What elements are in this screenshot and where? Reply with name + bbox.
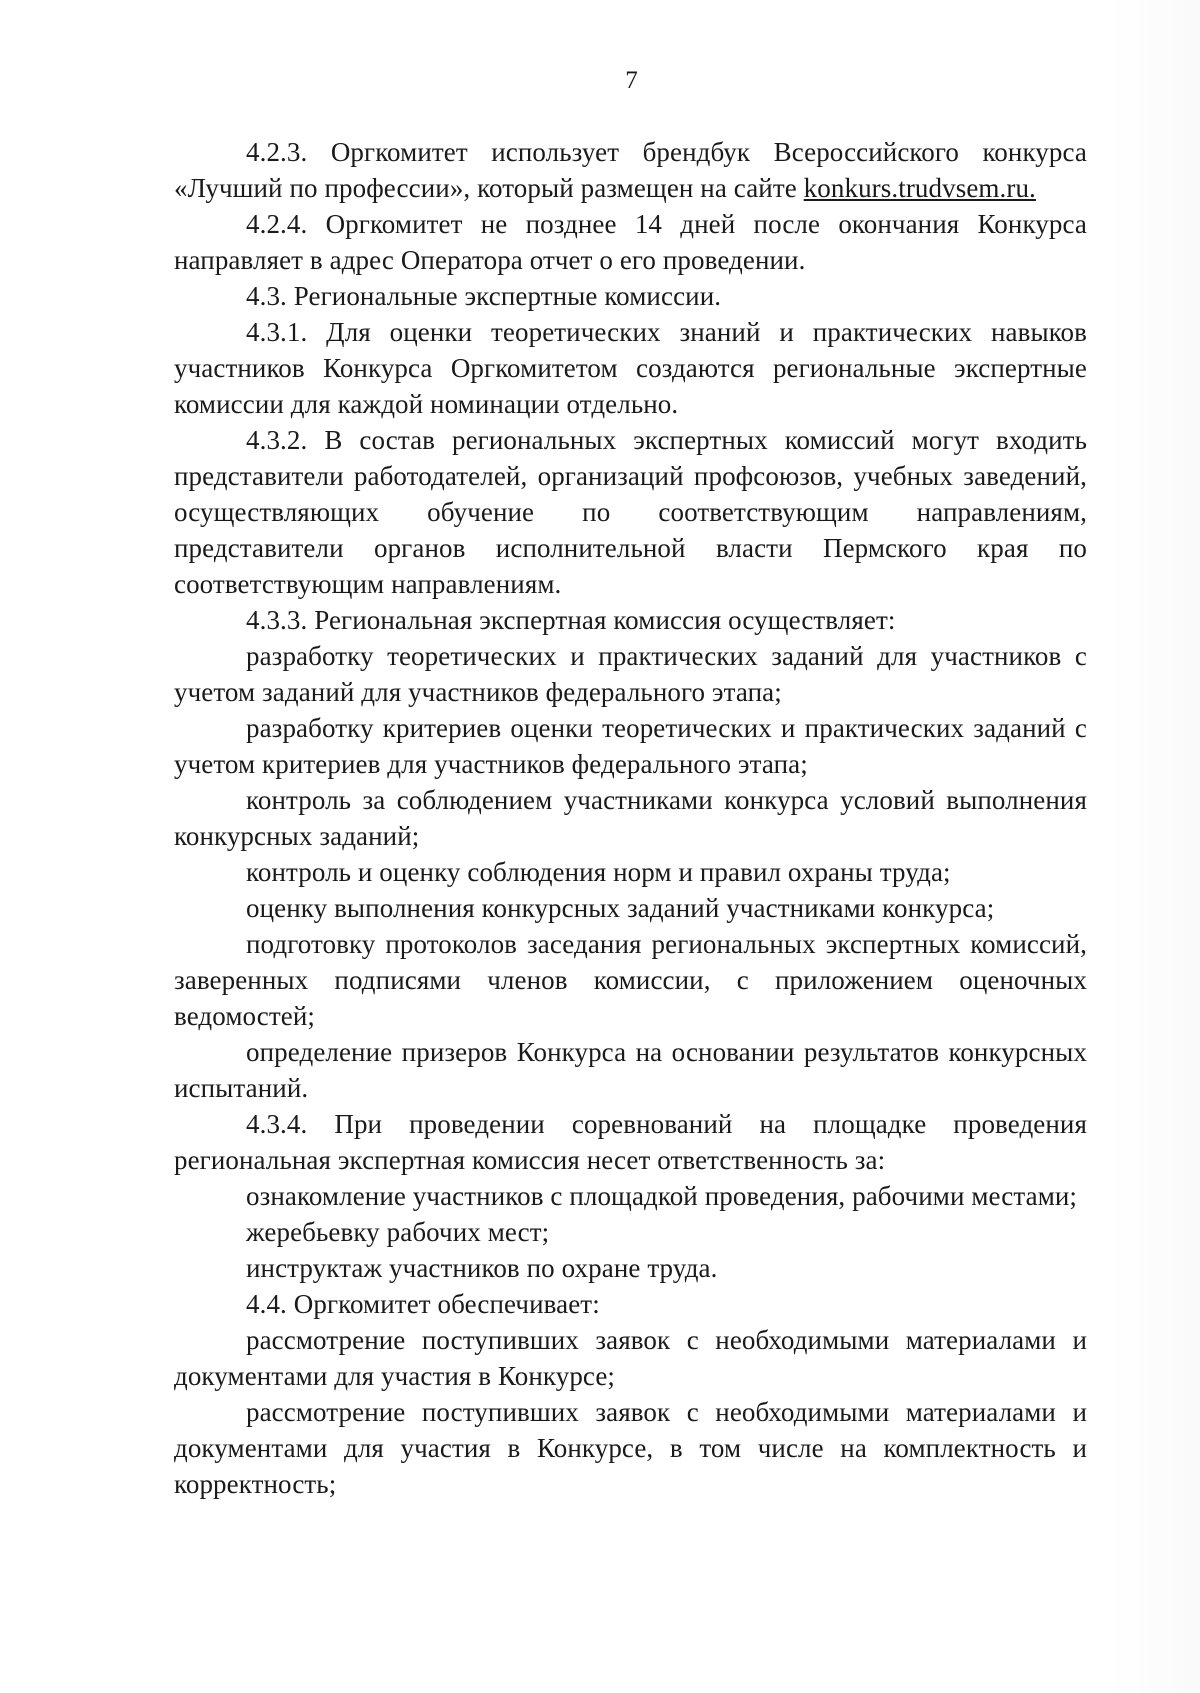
list-item: инструктаж участников по охране труда.: [246, 1253, 718, 1283]
list-item: контроль и оценку соблюдения норм и правил охраны труда;: [246, 857, 951, 887]
paragraph-text: 4.2.3. Оргкомитет использует брендбук Всероссийского конкурса «Лучший по профессии», который размещен на сайте: [174, 137, 1087, 203]
paragraph-4-3-4: 4.3.4. При проведении соревнований на площадке проведения региональная экспертная комиссия несет ответственность за:: [174, 1109, 1087, 1175]
list-item: ознакомление участников с площадкой проведения, рабочими местами;: [246, 1181, 1078, 1211]
document-body: [174, 134, 1087, 1502]
list-item: разработку теоретических и практических заданий для участников с учетом заданий для участников федерального этапа;: [174, 641, 1087, 707]
scan-edge-shading: [1110, 0, 1200, 1693]
paragraph-4-3: 4.3. Региональные экспертные комиссии.: [246, 281, 722, 311]
paragraph-4-2-3: [174, 134, 1087, 206]
list-item: разработку критериев оценки теоретических и практических заданий с учетом критериев для участников федерального этапа;: [174, 713, 1087, 779]
paragraph-4-3-3: 4.3.3. Региональная экспертная комиссия осуществляет:: [246, 605, 896, 635]
paragraph-4-2-4: 4.2.4. Оргкомитет не позднее 14 дней после окончания Конкурса направляет в адрес Оператора отчет о его проведении.: [174, 209, 1087, 275]
paragraph-4-3-2: 4.3.2. В состав региональных экспертных комиссий могут входить представители работодателей, организаций профсоюзов, учебных заведений, осуществляющих обучение по соответствующим направлениям, представители органов исполнительной власти Пермского края по соответствующим направлениям.: [174, 425, 1087, 599]
website-link[interactable]: konkurs.trudvsem.ru.: [803, 173, 1036, 203]
list-item: оценку выполнения конкурсных заданий участниками конкурса;: [246, 893, 995, 923]
paragraph-4-3-1: 4.3.1. Для оценки теоретических знаний и практических навыков участников Конкурса Оргкомитетом создаются региональные экспертные комиссии для каждой номинации отдельно.: [174, 317, 1087, 419]
page-number: 7: [625, 67, 638, 94]
list-item: определение призеров Конкурса на основании результатов конкурсных испытаний.: [174, 1037, 1087, 1103]
list-item: контроль за соблюдением участниками конкурса условий выполнения конкурсных заданий;: [174, 785, 1087, 851]
list-item: рассмотрение поступивших заявок с необходимыми материалами и документами для участия в Конкурсе;: [174, 1325, 1087, 1391]
list-item: рассмотрение поступивших заявок с необходимыми материалами и документами для участия в Конкурсе, в том числе на комплектность и корректность;: [174, 1397, 1087, 1499]
list-item: подготовку протоколов заседания региональных экспертных комиссий, заверенных подписями членов комиссии, с приложением оценочных ведомостей;: [174, 929, 1087, 1031]
list-item: жеребьевку рабочих мест;: [246, 1217, 550, 1247]
paragraph-4-4: 4.4. Оргкомитет обеспечивает:: [246, 1289, 600, 1319]
